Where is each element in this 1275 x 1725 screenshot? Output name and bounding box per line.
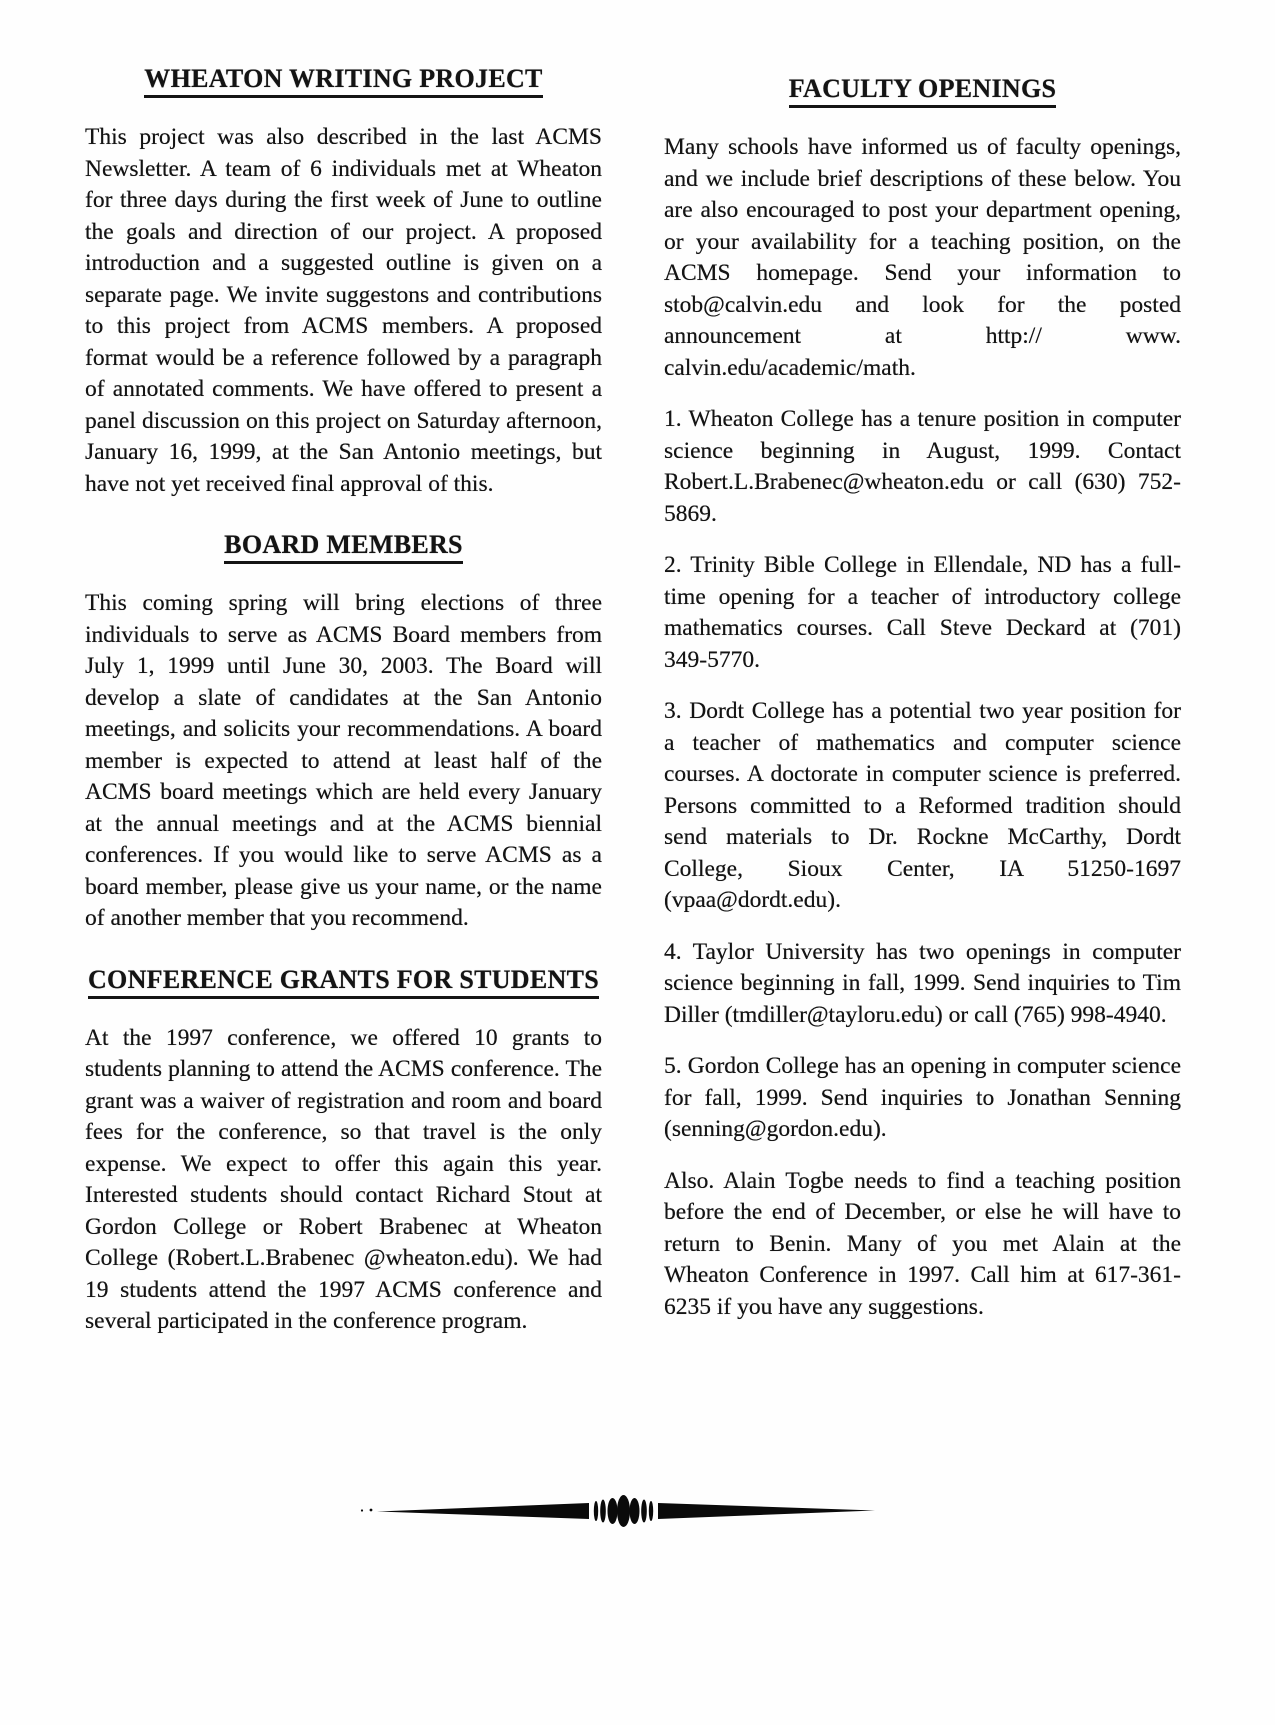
paragraph: Many schools have informed us of faculty openings, and we include brief descriptions of these below. You are also encouraged to post your department opening, or your availability for a teaching position, on the ACMS homepage. Send your information to stob@calvin.edu and look for the posted announcement at http:// www. calvin.edu/academic/math. [664,134,1181,381]
paragraph: At the 1997 conference, we offered 10 grants to students planning to attend the ACMS conference. The grant was a waiver of registration and room and board fees for the conference, so that travel is the only expense. We expect to offer this again this year. Interested students should contact Richard Stout at Gordon College or Robert Brabenec at Wheaton College (Robert.L.Brabenec @wheaton.edu). We had 19 students attend the 1997 ACMS conference and several participated in the conference program. [85,1024,602,1334]
paragraph: Also. Alain Togbe needs to find a teaching position before the end of December, or else he will have to return to Benin. Many of you met Alain at the Wheaton Conference in 1997. Call him at 617-361-6235 if you have any suggestions. [664,1167,1181,1320]
section-heading-board-members [85,530,602,564]
heading-text: BOARD MEMBERS [224,530,463,564]
list-item-opening-2: 2. Trinity Bible College in Ellendale, ND has a full-time opening for a teacher of introductory college mathematics courses. Call Steve Deckard at (701) 349-5770. [664,552,1181,673]
section-heading-faculty-openings [664,74,1181,108]
list-item-opening-5: 5. Gordon College has an opening in computer science for fall, 1999. Send inquiries to Jonathan Senning (senning@gordon.edu). [664,1053,1181,1142]
heading-text: FACULTY OPENINGS [789,74,1057,108]
heading-text: CONFERENCE GRANTS FOR STUDENTS [88,965,599,999]
paragraph: This project was also described in the last ACMS Newsletter. A team of 6 individuals met at Wheaton for three days during the first week of June to outline the goals and direction of our project. A proposed introduction and a suggested outline is given on a separate page. We invite suggestons and contributions to this project from ACMS members. A proposed format would be a reference followed by a paragraph of annotated comments. We have offered to present a panel discussion on this project on Saturday afternoon, January 16, 1999, at the San Antonio meetings, but have not yet received final approval of this. [85,124,602,497]
section-heading-wheaton-writing-project [85,64,602,98]
left-column [85,64,602,1358]
list-item-opening-4: 4. Taylor University has two openings in computer science beginning in fall, 1999. Send inquiries to Tim Diller (tmdiller@tayloru.edu) or call (765) 998-4940. [664,938,1181,1028]
list-item-opening-3: 3. Dordt College has a potential two year position for a teacher of mathematics and computer science courses. A doctorate in computer science is preferred. Persons committed to a Reformed tradition should send materials to Dr. Rockne McCarthy, Dordt College, Sioux Center, IA 51250-1697 (vpaa@dordt.edu). [664,698,1181,913]
heading-text: WHEATON WRITING PROJECT [144,64,542,98]
section-heading-conference-grants [85,965,602,999]
divider-ornament-icon [357,1488,877,1532]
right-column [664,74,1181,1343]
list-item-opening-1: 1. Wheaton College has a tenure position in computer science beginning in August, 1999. Contact Robert.L.Brabenec@wheaton.edu or call (630) 752-5869. [664,406,1181,527]
paragraph: This coming spring will bring elections of three individuals to serve as ACMS Board members from July 1, 1999 until June 30, 2003. The Board will develop a slate of candidates at the San Antonio meetings, and solicits your recommendations. A board member is expected to attend at least half of the ACMS board meetings which are held every January at the annual meetings and at the ACMS biennial conferences. If you would like to serve ACMS as a board member, please give us your name, or the name of another member that you recommend. [85,590,602,931]
